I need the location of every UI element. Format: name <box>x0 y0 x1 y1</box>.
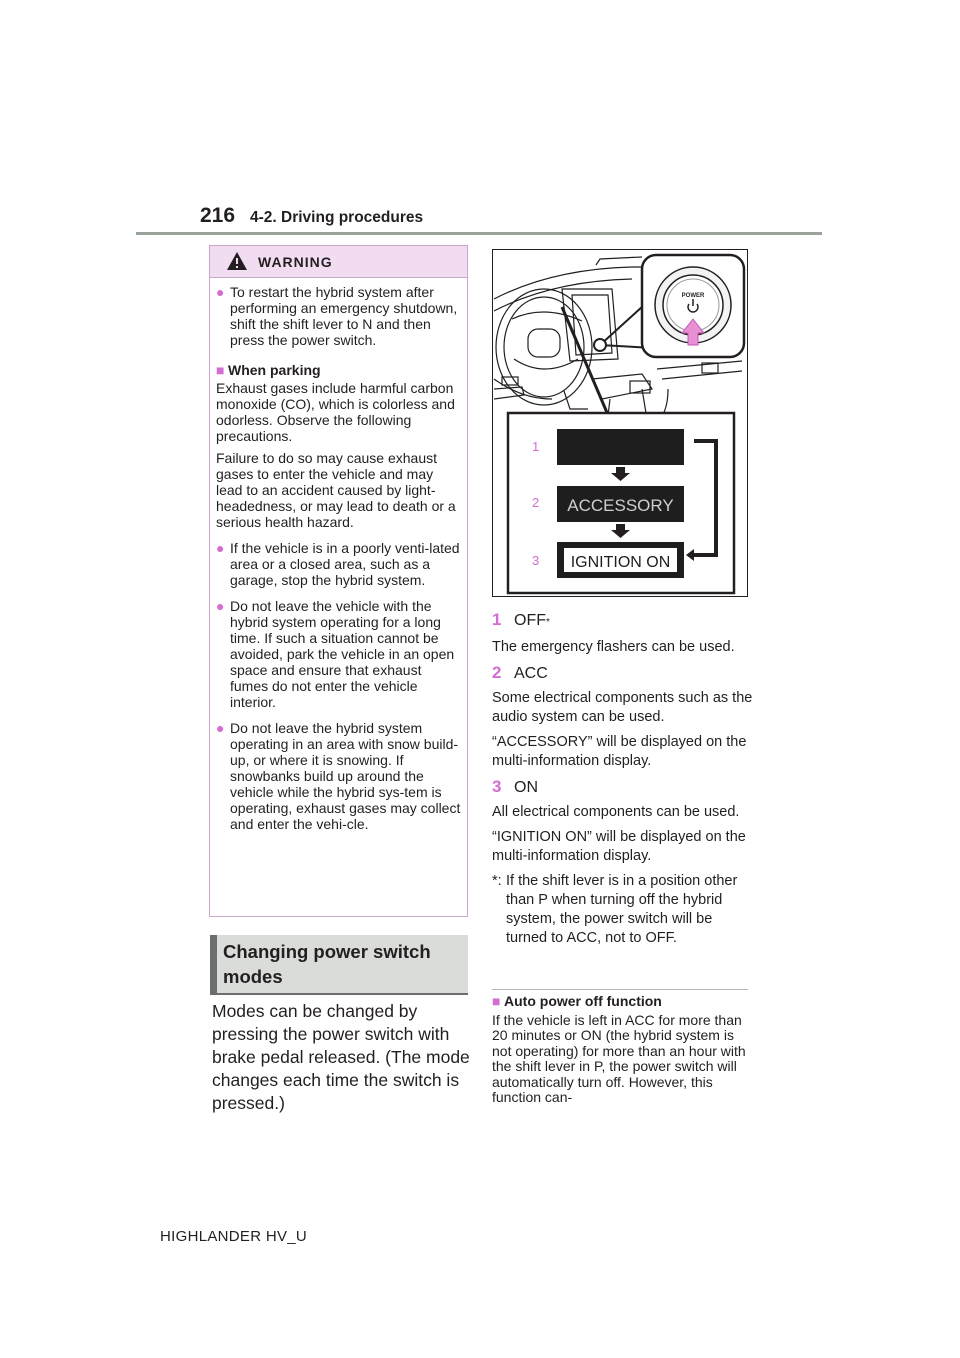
step-text: “IGNITION ON” will be displayed on the multi-information display. <box>492 829 746 864</box>
display-accessory-text: ACCESSORY <box>567 496 674 515</box>
step-text: The emergency flashers can be used. <box>492 639 735 655</box>
divider <box>492 989 748 990</box>
step-off: 1 OFF * <box>492 610 550 629</box>
warning-header <box>210 246 467 278</box>
bullet-icon: ● <box>216 284 225 300</box>
step-on: 3 ON <box>492 777 538 796</box>
auto-body: If the vehicle is left in ACC for more than 20 minutes or ON (the hybrid system is not operating) for more than an hour with the shift lever in P, the power switch will automatically turn off. However, this function can- <box>492 1011 746 1105</box>
warning-bullet: ● If the vehicle is in a poorly venti-lated area or a closed area, such as a garage, stop the hybrid system. <box>216 540 460 588</box>
step-acc: 2 ACC <box>492 663 548 682</box>
warning-bullet: ● To restart the hybrid system after performing an emergency shutdown, shift the shift lever to N and then press the power switch. <box>216 284 458 348</box>
section-title: 4-2. Driving procedures <box>250 209 424 226</box>
step-text: All electrical components can be used. <box>492 804 740 820</box>
warning-title: WARNING <box>258 254 333 270</box>
display-ignition-on-text: IGNITION ON <box>570 554 671 571</box>
warning-box <box>209 245 468 917</box>
step-text: Some electrical components such as the audio system can be used. <box>492 690 753 725</box>
warning-icon <box>226 251 248 271</box>
mode-descriptions <box>492 610 754 948</box>
square-bullet-icon: ■ <box>216 362 225 378</box>
warning-bullet: ● Do not leave the hybrid system operating in an area with snow build-up, or where it is snowing. If snowbanks build up around the vehicle while the hybrid sys-tem is operating, exhaust gases may collect and enter the vehi-cle. <box>216 720 461 832</box>
section-heading-text: Changing power switch modes <box>223 941 431 987</box>
auto-heading: ■ Auto power off function <box>492 993 662 1009</box>
mode-label-1: 1 <box>532 439 540 454</box>
header-rule <box>136 232 822 235</box>
bullet-icon: ● <box>216 720 225 736</box>
auto-power-off <box>492 994 754 1106</box>
bullet-icon: ● <box>216 598 225 614</box>
warning-body <box>216 280 462 832</box>
warning-bullet: ● Do not leave the vehicle with the hybrid system operating for a long time. If such a situation cannot be avoided, park the vehicle in an open space and ensure that exhaust fumes do not enter the vehicle interior. <box>216 598 455 710</box>
parking-heading: ■ When parking <box>216 362 321 378</box>
power-switch-illustration <box>492 249 748 597</box>
parking-paragraph: Exhaust gases include harmful carbon monoxide (CO), which is colorless and odorless. Observe the following precautions. <box>216 380 455 444</box>
step-text: “ACCESSORY” will be displayed on the multi-information display. <box>492 734 747 769</box>
square-bullet-icon: ■ <box>492 993 501 1009</box>
modes-paragraph: Modes can be changed by pressing the power switch with brake pedal released. (The mode changes each time the switch is pressed.) <box>212 1001 470 1113</box>
mode-label-3: 3 <box>532 553 540 568</box>
parking-paragraph: Failure to do so may cause exhaust gases to enter the vehicle and may lead to an accident caused by light-headedness, or may lead to death or a serious health hazard. <box>216 450 456 530</box>
bullet-icon: ● <box>216 540 225 556</box>
page-number: 216 <box>200 204 236 227</box>
power-label: POWER <box>681 293 705 299</box>
section-heading <box>210 935 468 993</box>
footnote: *: If the shift lever is in a position other than P when turning off the hybrid system, the power switch will be turned to ACC, not to OFF. <box>492 873 738 946</box>
display-off <box>557 429 684 465</box>
mode-label-2: 2 <box>532 495 540 510</box>
footer-model: HIGHLANDER HV_U <box>160 1228 308 1245</box>
